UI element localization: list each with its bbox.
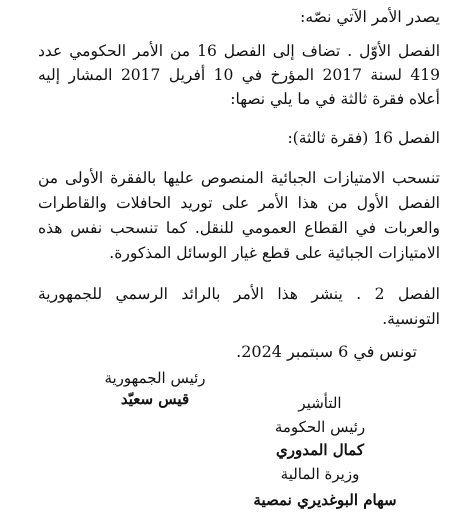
pm-title: رئيس الحكومة	[274, 418, 366, 436]
president-name: قيس سعيّد	[120, 390, 190, 408]
article-1-line-1: الفصل الأوّل . تضاف إلى الفصل 16 من الأمر الحكومي عدد	[38, 42, 441, 60]
article-16-heading: الفصل 16 (فقرة ثالثة):	[287, 129, 440, 147]
article-2-line-1: الفصل 2 . ينشر هذا الأمر بالرائد الرسمي للجمهورية	[38, 285, 440, 303]
finance-minister-name: سهام البوغديري نمصية	[253, 491, 397, 509]
article-2-line-2: التونسية.	[382, 310, 440, 328]
pm-name: كمال المدوري	[275, 441, 364, 459]
article-1-line-3: أعلاه فقرة ثالثة في ما يلي نصها:	[230, 90, 440, 108]
article-16-line-4: الامتيازات الجبائية على قطع غيار الوسائل المذكورة.	[109, 244, 440, 262]
president-title: رئيس الجمهورية	[104, 369, 206, 387]
finance-title: وزيرة المالية	[280, 465, 360, 483]
article-16-line-1: تنسحب الامتيازات الجبائية المنصوص عليها بالفقرة الأولى من	[38, 169, 440, 187]
date-line: تونس في 6 سبتمبر 2024.	[236, 342, 417, 361]
article-1-line-2: 419 لسنة 2017 المؤرخ في 10 أفريل 2017 المشار إليه	[38, 66, 440, 84]
decree-intro: يصدر الأمر الآتي نصّه:	[300, 8, 440, 26]
article-16-line-3: والعربات في القطاع العمومي للنقل. كما تنسحب نفس هذه	[38, 219, 440, 237]
article-16-line-2: الفصل الأول من هذا الأمر على توريد الحافلات والقاطرات	[38, 194, 440, 212]
countersign-label: التأشير	[298, 394, 342, 412]
